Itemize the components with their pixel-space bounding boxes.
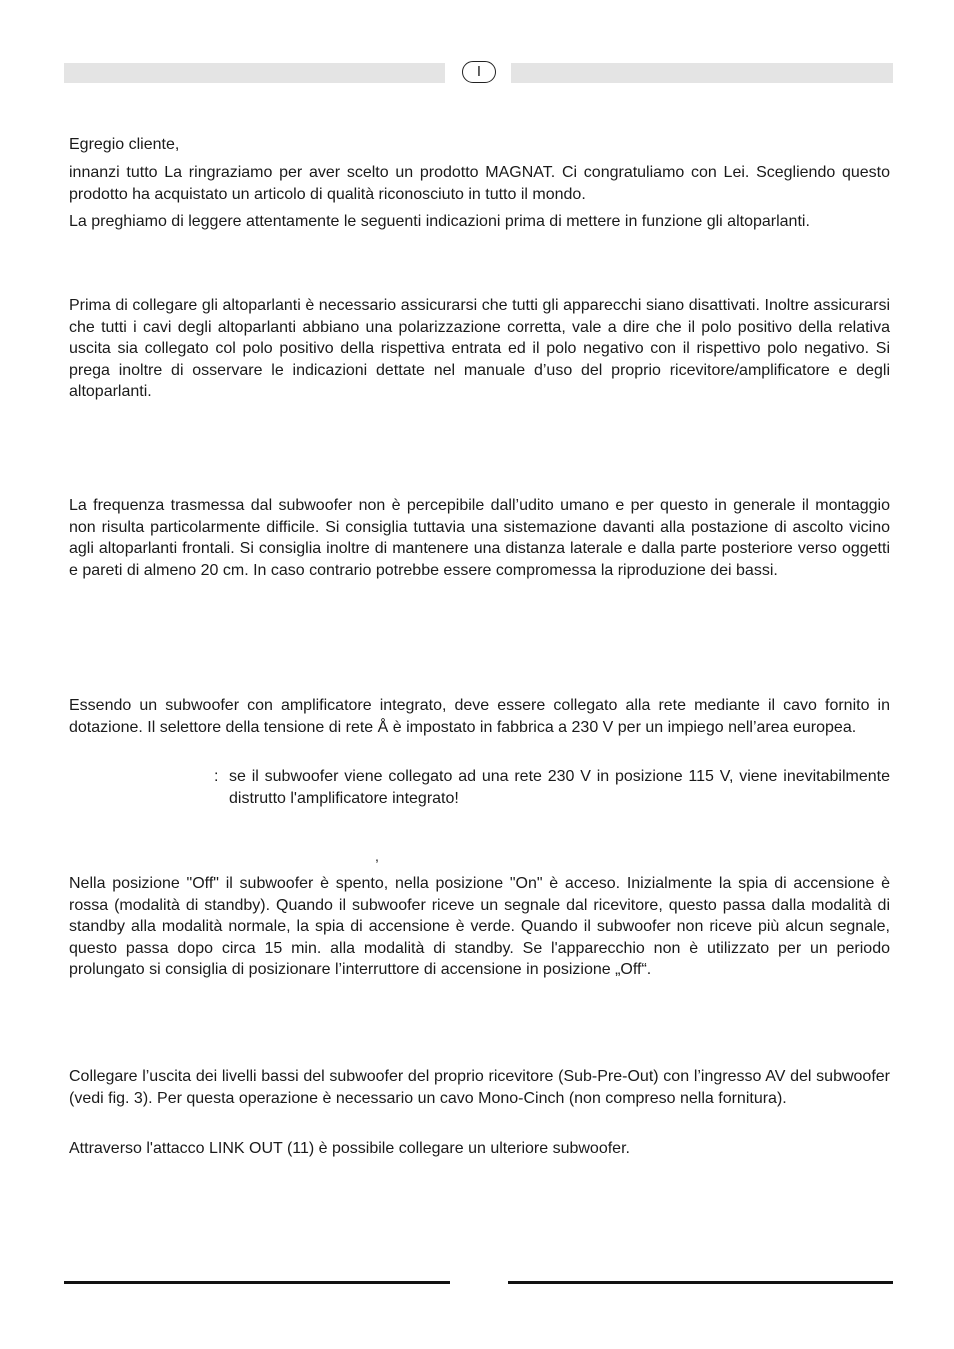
greeting: Egregio cliente,: [69, 136, 180, 153]
language-badge: I: [462, 61, 496, 83]
connection-safety-paragraph: Prima di collegare gli altoparlanti è necessario assicurarsi che tutti gli apparecchi siano disattivati. Inoltre assicurarsi che tutti i cavi degli altoparlanti abbiano una polarizzazione corretta, vale a dire che il polo positivo della relativa uscita sia collegato col polo positivo della rispettiva entrata ed il polo negativo con il rispettivo polo negativo. Si prega inoltre di osservare le indicazioni dettate nel manuale d’uso del proprio ricevitore/amplificatore e degli altoparlanti.: [69, 297, 890, 401]
placement-paragraph: La frequenza trasmessa dal subwoofer non è percepibile dall’udito umano e per questo in generale il montaggio non risulta particolarmente difficile. Si consiglia tuttavia una sistemazione davanti alla postazione di ascolto vicino agli altoparlanti frontali. Si consiglia inoltre di mantenere una distanza laterale e dalla parte posteriore verso oggetti e pareti di almeno 20 cm. In caso contrario potrebbe essere compromessa la riproduzione dei bassi.: [69, 497, 890, 579]
footer-line-right: [508, 1281, 893, 1284]
link-out-paragraph: Attraverso l'attacco LINK OUT (11) è possibile collegare un ulteriore subwoofer.: [69, 1140, 630, 1157]
read-instructions-paragraph: La preghiamo di leggere attentamente le seguenti indicazioni prima di mettere in funzione gli altoparlanti.: [69, 213, 810, 230]
intro-paragraph: innanzi tutto La ringraziamo per aver scelto un prodotto MAGNAT. Ci congratuliamo con Lei. Scegliendo questo prodotto ha acquistato un articolo di qualità riconosciuto in tutto il mondo.: [69, 164, 890, 203]
power-switch-paragraph: Nella posizione "Off" il subwoofer è spento, nella posizione "On" è acceso. Inizialmente la spia di accensione è rossa (modalità di standby). Quando il subwoofer riceve un segnale dal ricevitore, questo passa dalla modalità di standby alla modalità normale, la spia di accensione è verde. Quando il subwoofer non riceve più alcun segnale, questo passa dopo circa 15 min. alla modalità di standby. Se l'apparecchio non è utilizzato per un periodo prolungato si consiglia di posizionare l’interruttore di accensione in posizione „Off“.: [69, 875, 890, 979]
footer-line-left: [64, 1281, 450, 1284]
voltage-warning: [214, 766, 890, 810]
av-input-paragraph: Collegare l’uscita dei livelli bassi del subwoofer del proprio ricevitore (Sub-Pre-Out) con l’ingresso AV del subwoofer (vedi fig. 3). Per questa operazione è necessario un cavo Mono-Cinch (non compreso nella fornitura).: [69, 1068, 890, 1107]
warning-colon: :: [214, 768, 219, 785]
header-bar-left: [64, 63, 445, 83]
stray-comma: ,: [375, 848, 379, 864]
mains-connection-paragraph: Essendo un subwoofer con amplificatore integrato, deve essere collegato alla rete mediante il cavo fornito in dotazione. Il selettore della tensione di rete Å è impostato in fabbrica a 230 V per un impiego nell’area europea.: [69, 697, 890, 736]
header-bar-right: [511, 63, 893, 83]
warning-text: se il subwoofer viene collegato ad una rete 230 V in posizione 115 V, viene inevitabilmente distrutto l'amplificatore integrato!: [229, 768, 890, 807]
